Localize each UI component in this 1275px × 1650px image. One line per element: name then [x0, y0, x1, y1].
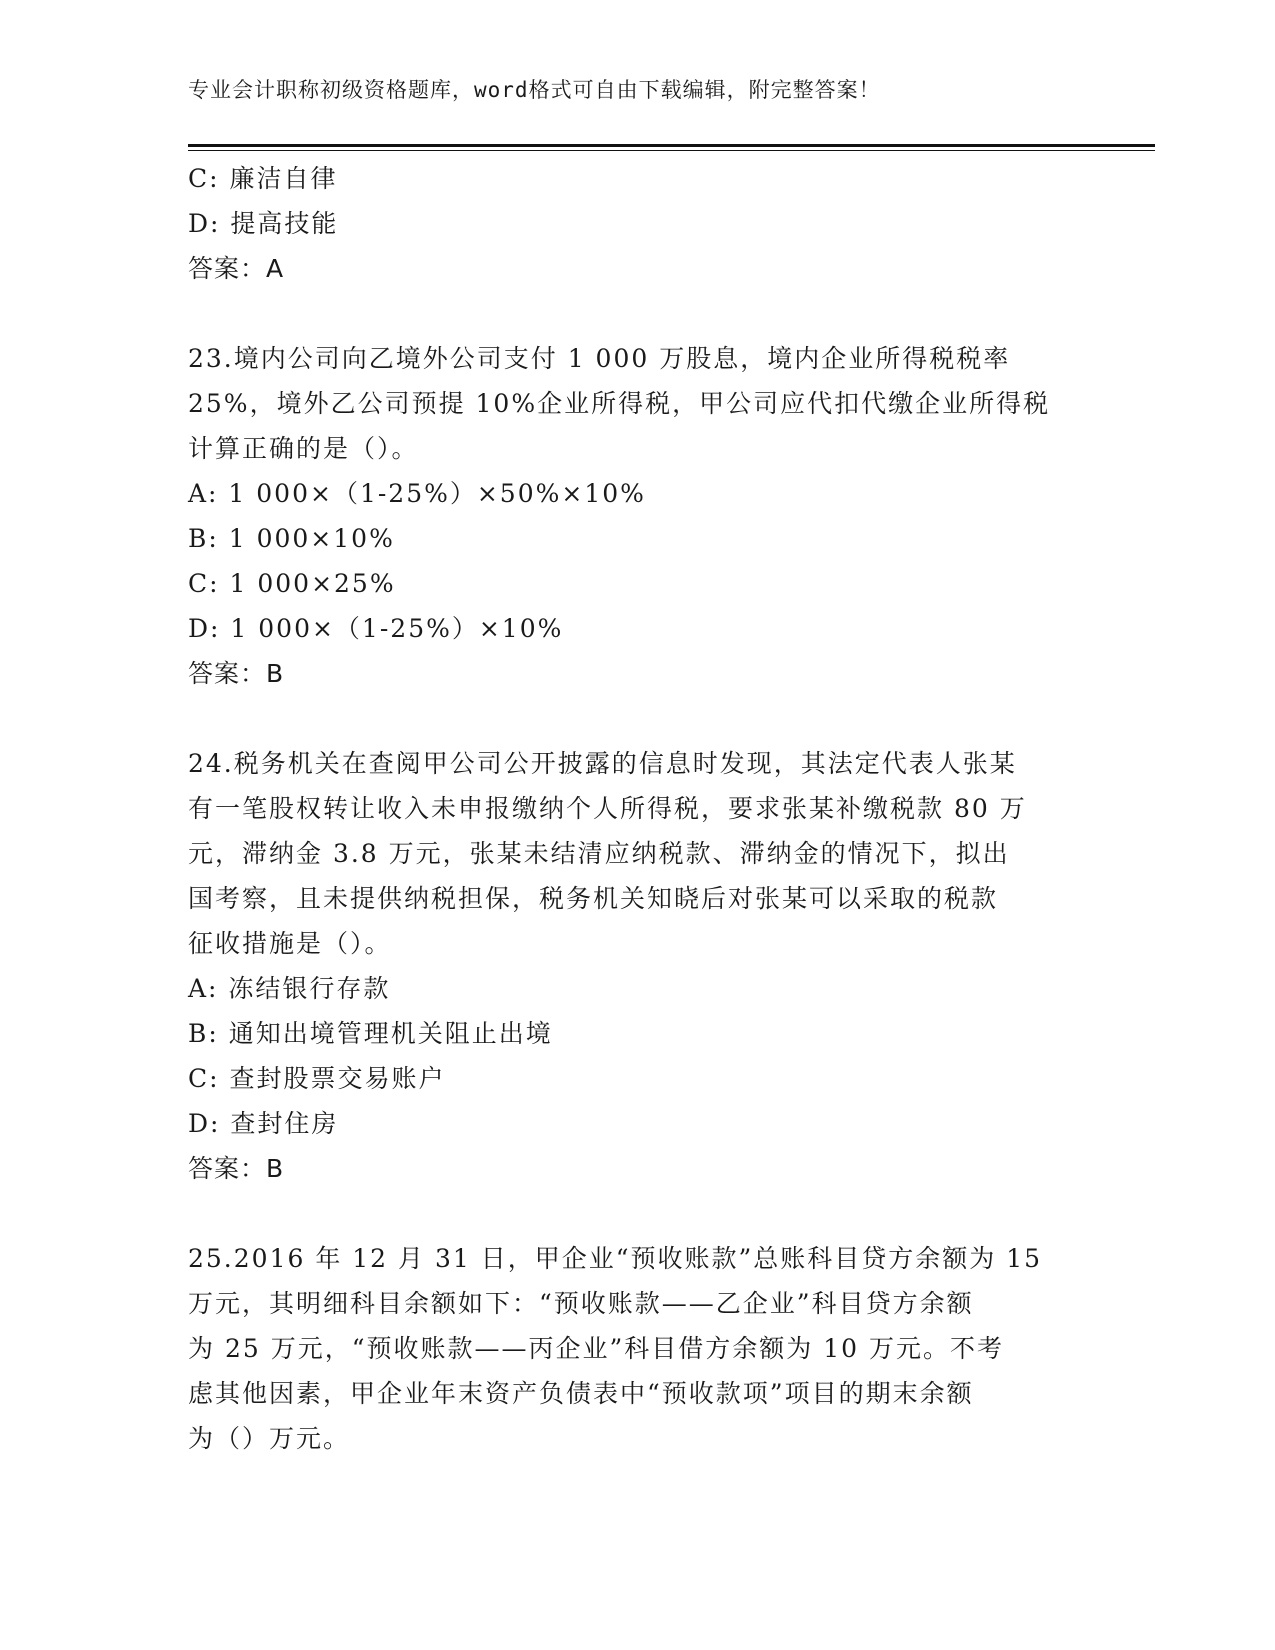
question-stem-line: 为（）万元。: [188, 1424, 351, 1453]
question-stem-line: 虑其他因素，甲企业年末资产负债表中“预收款项”项目的期末余额: [188, 1379, 974, 1408]
page-header: 专业会计职称初级资格题库，word格式可自由下载编辑，附完整答案！: [188, 78, 881, 102]
spacer: [188, 696, 1088, 741]
answer-line: 答案：B: [188, 659, 285, 688]
question-stem-line: 24.税务机关在查阅甲公司公开披露的信息时发现，其法定代表人张某: [188, 749, 1017, 778]
option-d: D: 提高技能: [188, 209, 339, 238]
question-stem-line: 元，滞纳金 3.8 万元，张某未结清应纳税款、滞纳金的情况下，拟出: [188, 839, 1010, 868]
question-stem-line: 国考察，且未提供纳税担保，税务机关知晓后对张某可以采取的税款: [188, 884, 999, 913]
option-a: A: 冻结银行存款: [188, 974, 391, 1003]
question-stem-line: 计算正确的是（）。: [188, 434, 419, 463]
question-25: [188, 1236, 1088, 1461]
question-23: [188, 336, 1088, 696]
answer-line: 答案：B: [188, 1154, 285, 1183]
question-stem-line: 23.境内公司向乙境外公司支付 1 000 万股息，境内企业所得税税率: [188, 344, 1011, 373]
question-stem-line: 25.2016 年 12 月 31 日，甲企业“预收账款”总账科目贷方余额为 15: [188, 1244, 1043, 1273]
option-a: A: 1 000×（1-25%）×50%×10%: [188, 479, 646, 508]
header-rule-thin: [188, 150, 1155, 151]
question-stem-line: 为 25 万元，“预收账款——丙企业”科目借方余额为 10 万元。不考: [188, 1334, 1004, 1363]
option-c: C: 查封股票交易账户: [188, 1064, 446, 1093]
option-d: D: 1 000×（1-25%）×10%: [188, 614, 564, 643]
option-c: C: 1 000×25%: [188, 569, 396, 598]
option-b: B: 1 000×10%: [188, 524, 395, 553]
spacer: [188, 291, 1088, 336]
question-stem-line: 25%，境外乙公司预提 10%企业所得税，甲公司应代扣代缴企业所得税: [188, 389, 1051, 418]
option-b: B: 通知出境管理机关阻止出境: [188, 1019, 553, 1048]
question-24: [188, 741, 1088, 1191]
option-d: D: 查封住房: [188, 1109, 339, 1138]
document-body: [188, 156, 1088, 1461]
answer-line: 答案：A: [188, 254, 285, 283]
previous-question-tail: [188, 156, 1088, 291]
spacer: [188, 1191, 1088, 1236]
question-stem-line: 有一笔股权转让收入未申报缴纳个人所得税，要求张某补缴税款 80 万: [188, 794, 1027, 823]
header-rule-thick: [188, 144, 1155, 147]
option-c: C: 廉洁自律: [188, 164, 338, 193]
question-stem-line: 征收措施是（）。: [188, 929, 392, 958]
question-stem-line: 万元，其明细科目余额如下：“预收账款——乙企业”科目贷方余额: [188, 1289, 974, 1318]
